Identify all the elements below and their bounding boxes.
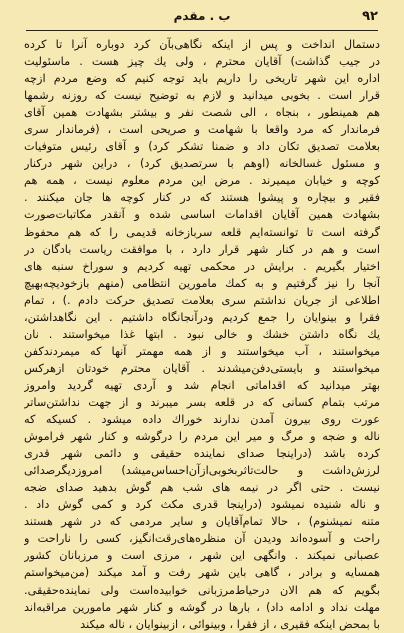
text-line: همسایه و برادر ، گاهی باین شهر رفت و آمد میکند (من‌میخواستم [24, 566, 380, 580]
text-line: گرفته است تا توانسته‌ایم قلعه سربازخانه قدیمی را که هم محفوظ [24, 225, 380, 239]
text-line: عورت روی بیرون آمدن ندارند خوراك داده میشود . کسیکه که [24, 413, 380, 427]
text-line: با بمحض اینکه فقیری ، از فقرا ، وبینوائی ، ازبینوایان ، ناله میکند [80, 617, 380, 631]
text-line: کوچه و خیابان میمیرند . مرض این مردم معلوم نیست ، همه هم [24, 174, 380, 188]
text-line: و ناله شنیده نمیشود (دراینجا قدری مکث کرد و کمی گوش داد . [24, 498, 380, 512]
text-line: آنجا را نیز گرفتیم و به کمك مامورین انتظامی (منهم بازخودیچه‌بهیچ [24, 276, 380, 290]
page-header [26, 9, 378, 27]
text-line: میخواستند ، آب میخواستند و از همه مهمتر آنها که میمردند‌کفن [24, 344, 380, 358]
text-line: عصبانی نمیکند . وانگهی این شهر ، مرزی است و مرزبانان کشور [24, 549, 380, 563]
text-line: فقرا و بینوایان را جمع کردیم ودرآنجانگاه داشتیم . این نگاهداشتن، [24, 310, 380, 324]
section-title: ب . مقدم [173, 9, 231, 23]
text-line: در جیب گذاشت) آقایان محترم ، ولی یك چیز هست . ماسئولیت [24, 55, 380, 69]
text-line: بگویم که هم الان در‌حیاط‌مرزبانی خوابیده‌است ولی نماینده‌حقیقی. [24, 583, 380, 597]
text-line: است و هم در کنار شهر قرار دارد ، با موافقت ریاست بادگان در [24, 242, 380, 256]
text-line: و مسئول غسالخانه (اوهم با سرتصدیق کرد) ، دراین شهر درکنار [24, 157, 380, 171]
text-line: لرزش‌داشت و حالت‌تاثر‌بخوبی‌از‌آن‌احساس‌میشد) امروزدیگر‌صدائی [24, 464, 380, 478]
text-line: مهلت نداد و ادامه داد) ، بارها در گوشه و کنار شهر مامورین مراقبه‌اند [24, 600, 380, 614]
text-line: بشهادت همین آقایان اقدامات اساسی شده و آنقدر مکاتبات‌صورت [24, 208, 380, 222]
text-line: اطلاعی از جریان نداشتم سری بعلامت تصدیق حرکت دادم .) ، تمام [24, 293, 380, 307]
text-line: میخواستند و بایستی‌دفن‌میشدند . آقایان محترم خودتان ازهرکس [24, 361, 380, 375]
text-line: ناله و ضجه و مرگ و میر این مردم را درگوشه و کنار شهر فراموش [24, 430, 380, 444]
header-rule [26, 30, 378, 31]
text-line: دستمال انداخت و پس از اینکه نگاهی‌بآن کرد دوباره آنرا تا کرده [24, 38, 380, 51]
text-line: مرتب بتمام کسانی که در قلعه بسر میبرند و از جهت نداشتن‌ساتر [24, 395, 380, 409]
text-line: بهتر میدانید که اقداماتی انجام شد و آردی تهیه گردید وامروز [24, 378, 380, 392]
body-text [24, 36, 380, 633]
text-line: اداره این شهر تاریخی را داریم باید توجه کنیم که وضع مردم ازچه [24, 72, 380, 86]
text-line: فرماندار که مرد واقعا با شهامت و صریحی است ، (فرماندار سری [24, 123, 380, 137]
text-line: فقیر و بیچاره و پیشوا هستند که در کنار کوچه ها جان میکنند . [24, 191, 380, 205]
text-line: بعلامت تصدیق تکان داد و ضمنا تشکر کرد) و آقای رئیس متوفیات [24, 140, 380, 154]
text-line: کرده باشد (دراینجا صدای نماینده حقیقی و دائمی شهر قدری [24, 447, 380, 461]
text-line: قرار است . بخوبی میدانید و لازم به توضیح نیست که روزنه رشمها [24, 89, 380, 103]
text-line: نیست . حتی اگر در نیمه های شب هم گوش بدهید صدای ضجه [24, 481, 380, 495]
text-line: یك نگاه داشتن خشك و خالی نبود . ابتها غذا میخواستند . نان [24, 327, 380, 341]
text-line: راحت و آسوده‌اند ودیدن آن منظره‌های‌رقت‌انگیز، کسی را ناراحت و [24, 532, 380, 546]
page-number: ۹۲ [362, 9, 378, 24]
text-line: هم همینطور ، بنجاه ، الی شصت نفر و بیشتر بشهادت همین آقای [24, 106, 380, 120]
text-line: متنه نمیشنوم) ، حالا تمام‌آقایان و سایر مردمی که در شهر هستند [24, 515, 380, 529]
text-line: اختیار بگیریم . برایش در محکمی تهیه کردیم و سوراخ سنبه های [24, 259, 380, 273]
